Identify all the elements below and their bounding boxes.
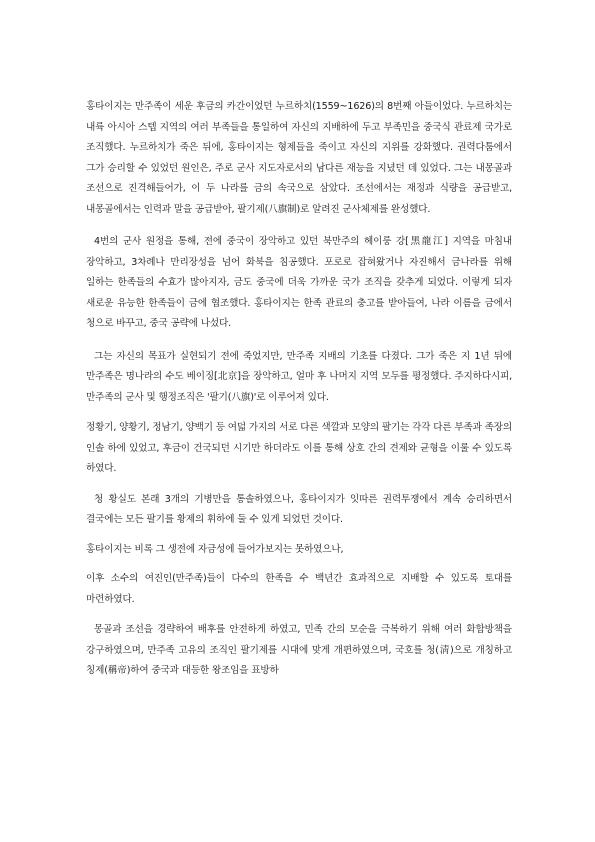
paragraph-8: 몽골과 조선을 경략하여 배후를 안전하게 하였고, 민족 간의 모순을 극복하기 위해 여러 화합방책을 강구하였으며, 만주족 고유의 조직인 팔기제를 시대에 맞게 개편하였으며, 국호를 청(淸)으로 개칭하고 칭제(稱帝)하여 중국과 대등한 왕조임을 표방하 [86, 624, 512, 676]
paragraph-1: 홍타이지는 만주족이 세운 후금의 카간이었던 누르하치(1559~1626)의 8번째 아들이었다. 누르하치는 내륙 아시아 스텝 지역의 여러 부족들을 통일하여 자신의 지배하에 두고 부족민을 중국식 관료제 국가로 조직했다. 누르하치가 죽은 뒤에, 홍타이지는 형제들을 죽이고 자신의 지위를 강화했다. 권력다툼에서 그가 승리할 수 있었던 원인은, 주로 군사 지도자로서의 남다른 재능을 지녔던 데 있었다. 그는 내몽골과 조선으로 진격해들어가, 이 두 나라를 금의 속국으로 삼았다. 조선에서는 재정과 식량을 공급받고, 내몽골에서는 인력과 말을 공급받아, 팔기제(八旗制)로 알려진 군사체제를 완성했다. [86, 101, 512, 215]
paragraph-6: 홍타이지는 비록 그 생전에 자금성에 들어가보지는 못하였으나, [86, 543, 344, 555]
paragraph-3: 그는 자신의 목표가 실현되기 전에 죽었지만, 만주족 지배의 기초를 다졌다. 그가 죽은 지 1년 뒤에 만주족은 명나라의 수도 베이징[北京]을 장악하고, 얼마 후 나머지 지역 모두를 평정했다. 주지하다시피, 만주족의 군사 및 행정조직은 '팔기(八旗)'로 이루어져 있다. [86, 350, 512, 403]
paragraph-5: 청 황실도 본래 3개의 기병만을 통솔하였으나, 홍타이지가 잇따른 권력투쟁에서 계속 승리하면서 결국에는 모든 팔기를 황제의 휘하에 둘 수 있게 되었던 것이다. [86, 493, 512, 525]
paragraph-2: 4번의 군사 원정을 통해, 전에 중국이 장악하고 있던 북만주의 헤이룽 강[黑龍江] 지역을 마침내 장악하고, 3차례나 만리장성을 넘어 화북을 침공했다. 포로로 잡혀왔거나 자진해서 금나라를 위해 일하는 한족들의 수효가 많아지자, 금도 중국에 더욱 가까운 국가 조직을 갖추게 되었다. 이렇게 되자 새로운 유능한 한족들이 금에 협조했다. 홍타이지는 한족 관료의 충고를 받아들여, 나라 이름을 금에서 청으로 바꾸고, 중국 공략에 나섰다. [86, 236, 512, 329]
paragraph-7: 이후 소수의 여진인(만주족)들이 다수의 한족을 수 백년간 효과적으로 지배할 수 있도록 토대를 마련하였다. [86, 573, 512, 605]
document-body [86, 97, 512, 682]
paragraph-4: 정황기, 양황기, 정남기, 양백기 등 여덟 가지의 서로 다른 색깔과 모양의 팔기는 각각 다른 부족과 족장의 인솔 하에 있었고, 후금이 건국되던 시기만 하더라도 이를 통해 상호 간의 견제와 균형을 이룰 수 있도록 하였다. [86, 422, 513, 474]
